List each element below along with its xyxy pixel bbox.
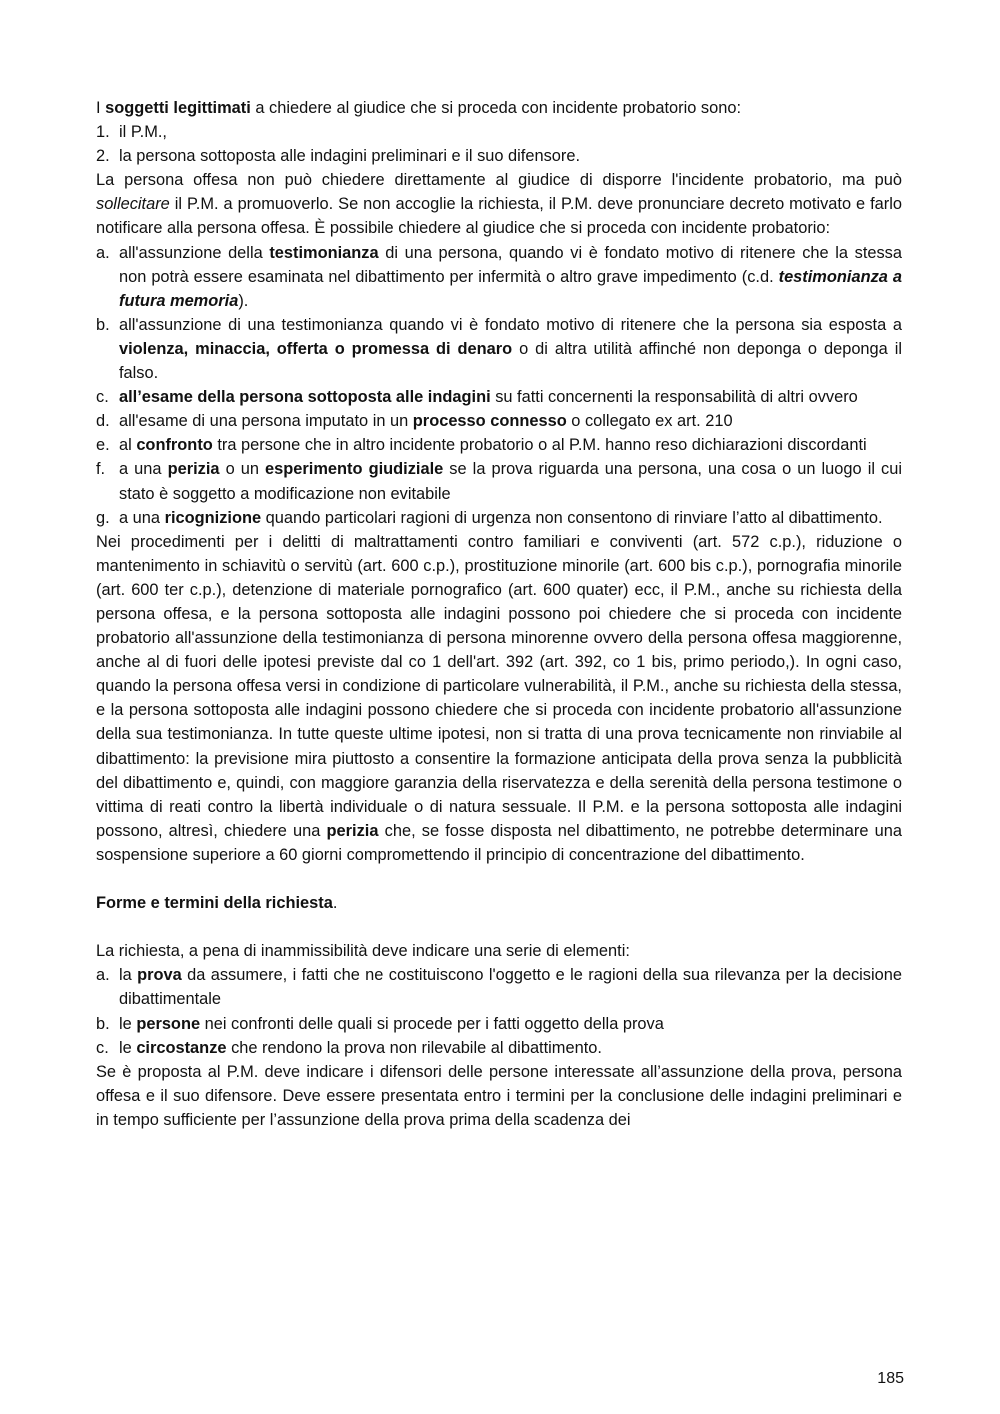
- list-item: e. al confronto tra persone che in altro incidente probatorio o al P.M. hanno reso dichiarazioni discordanti: [96, 436, 867, 455]
- list-item: f. a una perizia o un esperimento giudiziale se la prova riguarda una persona, una cosa o un luogo il cui stato è soggetto a modificazione non evitabile: [96, 460, 902, 503]
- intro-paragraph: I soggetti legittimati a chiedere al giudice che si proceda con incidente probatorio sono:: [96, 99, 742, 117]
- page-number: 185: [877, 1370, 904, 1387]
- list-item: b. all'assunzione di una testimonianza quando vi è fondato motivo di ritenere che la persona sia esposta a violenza, minaccia, offerta o promessa di denaro o di altra utilità affinché non deponga o deponga il falso.: [96, 315, 902, 383]
- list-item: a. la prova da assumere, i fatti che ne costituiscono l'oggetto e le ragioni della sua rilevanza per la decisione dibattimentale: [96, 966, 902, 1009]
- list-item: d. all'esame di una persona imputato in un processo connesso o collegato ex art. 210: [96, 412, 733, 431]
- spacer: [96, 915, 902, 939]
- final-paragraph: Se è proposta al P.M. deve indicare i difensori delle persone interessate all’assunzione della prova, persona offesa e il suo difensore. Deve essere presentata entro i termini per la conclusione delle indagini preliminari e in tempo sufficiente per l’assunzione della prova prima della scadenza dei: [96, 1062, 902, 1129]
- offended-paragraph: La persona offesa non può chiedere direttamente al giudice di disporre l'incidente probatorio, ma può sollecitare il P.M. a promuoverlo. Se non accoglie la richiesta, il P.M. deve pronunciare decreto motivato e farlo notificare alla persona offesa. È possibile chiedere al giudice che si proceda con incidente probatorio:: [96, 171, 902, 238]
- list-item: b. le persone nei confronti delle quali si procede per i fatti oggetto della prova: [96, 1014, 664, 1033]
- section-heading: Forme e termini della richiesta.: [96, 894, 338, 913]
- document-page: [96, 96, 902, 1132]
- list-item: c. le circostanze che rendono la prova non rilevabile al dibattimento.: [96, 1038, 602, 1057]
- list-item: g. a una ricognizione quando particolari ragioni di urgenza non consentono di rinviare l’atto al dibattimento.: [96, 508, 883, 527]
- list-item: c. all’esame della persona sottoposta alle indagini su fatti concernenti la responsabilità di altri ovvero: [96, 388, 858, 407]
- list-item: 2. la persona sottoposta alle indagini preliminari e il suo difensore.: [96, 147, 581, 166]
- list-item: 1. il P.M.,: [96, 123, 167, 142]
- procedimenti-paragraph: Nei procedimenti per i delitti di maltrattamenti contro familiari e conviventi (art. 572 c.p.), riduzione o mantenimento in schiavitù o servitù (art. 600 c.p.), prostituzione minorile (art. 600 bis c.p.), pornografia minorile (art. 600 ter c.p.), detenzione di materiale pornografico (art. 600 quater) ecc, il P.M., anche su richiesta della persona offesa, e la persona sottoposta alle indagini possono poi chiedere che si proceda con incidente probatorio all'assunzione della testimonianza di persona minorenne ovvero della persona offesa maggiorenne, anche al di fuori delle ipotesi previste dal co 1 dell'art. 392 (art. 392, co 1 bis, primo periodo,). In ogni caso, quando la persona offesa versi in condizione di particolare vulnerabilità, il P.M., anche su richiesta della stessa, e la persona sottoposta alle indagini possono chiedere che si proceda con incidente probatorio all'assunzione della sua testimonianza. In tutte queste ultime ipotesi, non si tratta di una prova tecnicamente non rinviabile al dibattimento: la previsione mira piuttosto a consentire la formazione anticipata della prova senza la pubblicità del dibattimento e, quindi, con maggiore garanzia della riservatezza e della serenità della persona testimone o vittima di reati contro la libertà individuale o di natura sessuale. Il P.M. e la persona sottoposta alle indagini possono, altresì, chiedere una perizia che, se fosse disposta nel dibattimento, ne potrebbe determinare una sospensione superiore a 60 giorni compromettendo il principio di concentrazione del dibattimento.: [96, 532, 902, 864]
- spacer: [96, 867, 902, 891]
- list-item: a. all'assunzione della testimonianza di una persona, quando vi è fondato motivo di ritenere che la stessa non potrà essere esaminata nel dibattimento per infermità o altro grave impedimento (c.d. testimonianza a futura memoria).: [96, 243, 902, 310]
- request-intro: La richiesta, a pena di inammissibilità deve indicare una serie di elementi:: [96, 942, 630, 961]
